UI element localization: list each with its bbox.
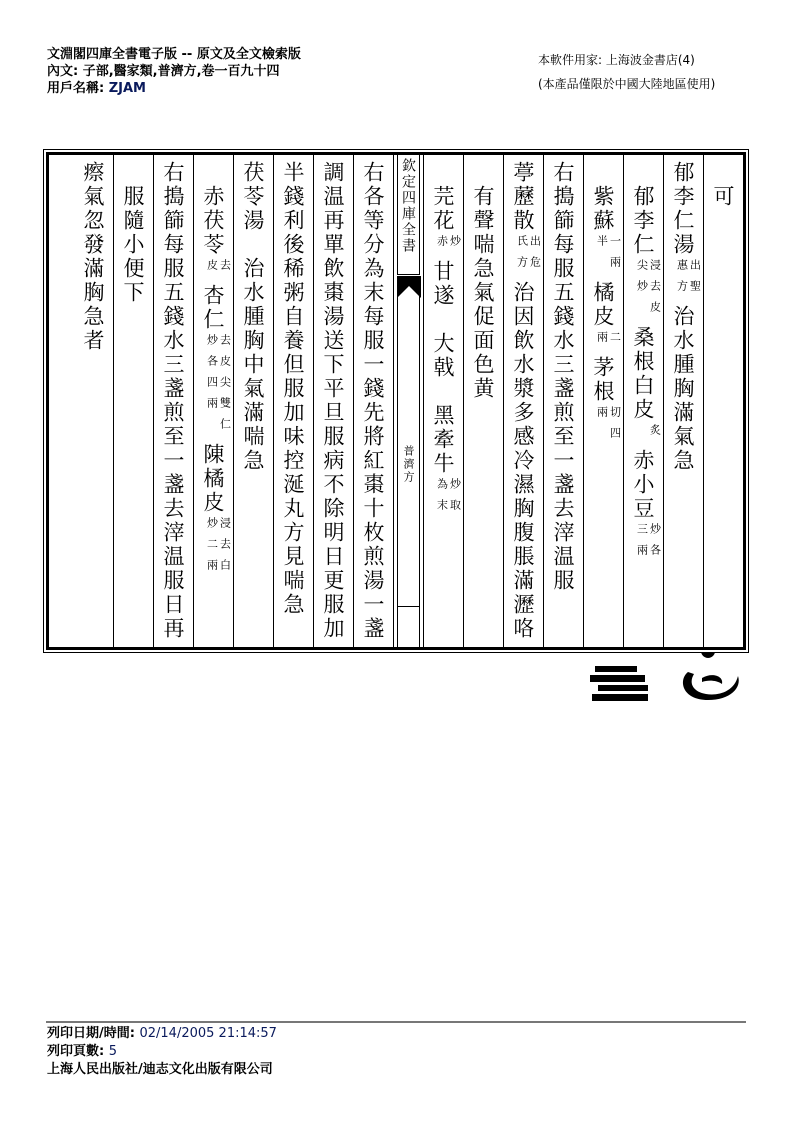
text-page-frame (46, 152, 746, 650)
note-right: 炙 (648, 424, 662, 445)
main-text: 郁李仁 (631, 161, 655, 257)
text-column (583, 155, 623, 647)
print-datetime-label: 列印日期/時間: (47, 1026, 135, 1041)
publisher: 上海人民出版社/迪志文化出版有限公司 (47, 1062, 273, 1077)
main-text: 調温再單飲棗湯送下平旦服病不除明日更服加 (321, 161, 345, 641)
note-right: 炒各 (648, 523, 662, 565)
note-left: 惠方 (675, 259, 689, 301)
note-left: 皮 (205, 259, 219, 280)
content-path (47, 63, 301, 80)
publisher-logo (590, 652, 750, 710)
note-left: 炒各四兩 (205, 334, 219, 418)
fishtail-mark-icon (397, 276, 421, 298)
interlinear-note (596, 406, 622, 448)
main-text: 郁李仁湯 (671, 161, 695, 257)
main-text: 桑根白皮 (631, 326, 655, 422)
note-right: 浸去皮 (648, 259, 662, 322)
print-datetime-value: 02/14/2005 21:14:57 (139, 1026, 277, 1041)
text-column (543, 155, 583, 647)
content-value: 子部,醫家類,普濟方,卷一百九十四 (82, 64, 280, 79)
note-right: 炒取 (448, 478, 462, 520)
interlinear-note (676, 259, 702, 301)
text-column (423, 155, 463, 647)
text-column (623, 155, 663, 647)
page-count-value: 5 (108, 1044, 118, 1059)
main-text: 有聲喘急氣促面色黄 (471, 161, 495, 401)
user-label: 用戶名稱: (47, 81, 105, 96)
footer (47, 1025, 277, 1079)
user-value: ZJAM (108, 81, 146, 96)
text-column (193, 155, 233, 647)
note-left: 赤 (435, 235, 449, 256)
note-left: 兩 (595, 331, 609, 352)
text-column (663, 155, 703, 647)
user-name (47, 80, 301, 97)
note-right: 出危 (528, 235, 542, 277)
page-count (47, 1043, 277, 1061)
main-text: 甘遂 大戟 黑牽牛 (431, 260, 455, 476)
note-right: 浸去白 (218, 517, 232, 580)
note-left: 兩 (595, 406, 609, 427)
text-column (113, 155, 153, 647)
spine-rule (397, 606, 420, 607)
note-left: 炒二兩 (205, 517, 219, 580)
main-text: 橘皮 (591, 281, 615, 329)
note-right: 切四 (608, 406, 622, 448)
interlinear-note (636, 523, 662, 565)
note-left: 氏方 (515, 235, 529, 277)
interlinear-note (596, 235, 622, 277)
note-left: 三兩 (635, 523, 649, 565)
footer-divider (46, 1021, 746, 1023)
interlinear-note (636, 424, 662, 445)
text-column (273, 155, 313, 647)
main-text: 右各等分為末每服一錢先將紅棗十枚煎湯一盞 (361, 161, 385, 641)
main-text: 赤茯苓 (201, 161, 225, 257)
note-right: 去 (218, 259, 232, 280)
note-left: 為末 (435, 478, 449, 520)
book-spine-column (393, 155, 423, 647)
main-text: 紫蘇 (591, 161, 615, 233)
page-count-label: 列印頁數: (47, 1044, 105, 1059)
text-column (313, 155, 353, 647)
licensee: 本軟件用家: 上海波金書店(4) (538, 53, 695, 67)
note-right: 出聖 (688, 259, 702, 301)
interlinear-note (206, 517, 232, 580)
interlinear-note (206, 334, 232, 439)
interlinear-note (516, 235, 542, 277)
usage-restriction: (本產品僅限於中國大陸地區使用) (538, 77, 716, 91)
text-column (503, 155, 543, 647)
main-text: 右搗篩每服五錢水三盞煎至一盞去滓温服日再 (161, 161, 185, 641)
text-column (463, 155, 503, 647)
main-text: 治因飲水漿多感冷濕胸腹脹滿瀝咯 (511, 281, 535, 641)
content-label: 內文: (47, 64, 79, 79)
text-column (353, 155, 393, 647)
main-text: 瘵氣忽發滿胸急者 (81, 161, 105, 353)
product-title: 文淵閣四庫全書電子版 -- 原文及全文檢索版 (47, 47, 301, 62)
note-left: 半 (595, 235, 609, 256)
interlinear-note (596, 331, 622, 352)
main-text: 右搗篩每服五錢水三盞煎至一盞去滓温服 (551, 161, 575, 593)
note-left: 尖炒 (635, 259, 649, 301)
main-text: 治水腫胸滿氣急 (671, 305, 695, 473)
main-text: 葶藶散 (511, 161, 535, 233)
interlinear-note (436, 235, 462, 256)
main-text: 茅根 (591, 356, 615, 404)
text-column (233, 155, 273, 647)
print-datetime (47, 1025, 277, 1043)
text-column (703, 155, 743, 647)
interlinear-note (636, 259, 662, 322)
note-right: 二 (608, 331, 622, 352)
interlinear-note (206, 259, 232, 280)
main-text: 芫花 (431, 161, 455, 233)
spine-title: 欽定四庫全書 (397, 155, 420, 275)
main-text: 杏仁 (201, 284, 225, 332)
main-text: 服隨小便下 (121, 161, 145, 305)
main-text: 赤小豆 (631, 449, 655, 521)
header-right (538, 48, 715, 96)
note-right: 炒 (448, 235, 462, 256)
note-right: 一兩 (608, 235, 622, 277)
text-column (73, 155, 113, 647)
main-text: 陳橘皮 (201, 443, 225, 515)
main-text: 可 (711, 161, 735, 209)
note-left (636, 424, 649, 445)
text-column (153, 155, 193, 647)
spine-rule (397, 276, 398, 647)
note-right: 去皮尖雙仁 (218, 334, 232, 439)
header-left (47, 46, 301, 97)
main-text: 茯苓湯 治水腫胸中氣滿喘急 (241, 161, 265, 473)
spine-rule (419, 276, 420, 647)
interlinear-note (436, 478, 462, 520)
main-text: 半錢利後稀粥自養但服加味控涎丸方見喘急 (281, 161, 305, 617)
spine-book-name: 普濟方 (402, 445, 415, 484)
